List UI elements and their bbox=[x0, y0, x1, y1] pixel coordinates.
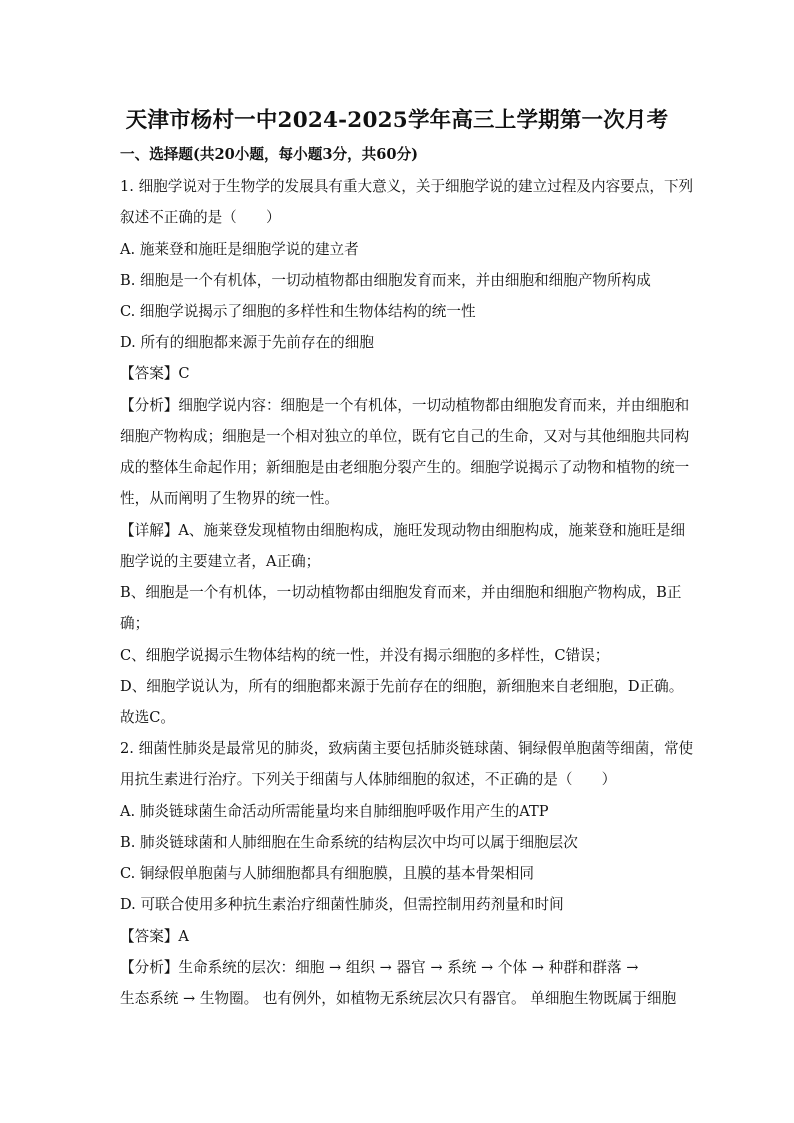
text-line: 性，从而阐明了生物界的统一性。 bbox=[120, 490, 339, 507]
text-line: B、细胞是一个有机体，一切动植物都由细胞发育而来，并由细胞和细胞产物构成，B正 bbox=[120, 584, 682, 601]
text-line: A. 肺炎链球菌生命活动所需能量均来自肺细胞呼吸作用产生的ATP bbox=[120, 803, 549, 820]
text-line: 确； bbox=[120, 615, 150, 632]
text-line: D. 所有的细胞都来源于先前存在的细胞 bbox=[120, 334, 374, 351]
text-line: 2. 细菌性肺炎是最常见的肺炎，致病菌主要包括肺炎链球菌、铜绿假单胞菌等细菌，常使 bbox=[120, 740, 694, 757]
text-line: 故选C。 bbox=[120, 709, 175, 726]
text-line: 胞学说的主要建立者，A正确； bbox=[120, 553, 321, 570]
section-heading: 一、选择题(共20小题，每小题3分，共60分) bbox=[120, 146, 419, 163]
text-line: 成的整体生命起作用；新细胞是由老细胞分裂产生的。细胞学说揭示了动物和植物的统一 bbox=[120, 459, 690, 476]
text-line: 【分析】生命系统的层次：细胞 → 组织 → 器官 → 系统 → 个体 → 种群和群落 → bbox=[120, 959, 639, 976]
text-line: 细胞产物构成；细胞是一个相对独立的单位，既有它自己的生命，又对与其他细胞共同构 bbox=[120, 428, 690, 445]
text-line: D、细胞学说认为，所有的细胞都来源于先前存在的细胞，新细胞来自老细胞，D正确。 bbox=[120, 678, 684, 695]
text-line: B. 肺炎链球菌和人肺细胞在生命系统的结构层次中均可以属于细胞层次 bbox=[120, 834, 578, 851]
text-line: 1. 细胞学说对于生物学的发展具有重大意义，关于细胞学说的建立过程及内容要点，下列 bbox=[120, 178, 694, 195]
text-line: 用抗生素进行治疗。下列关于细菌与人体肺细胞的叙述，不正确的是（ ） bbox=[120, 771, 617, 788]
text-line: C. 细胞学说揭示了细胞的多样性和生物体结构的统一性 bbox=[120, 303, 476, 320]
text-line: C. 铜绿假单胞菌与人肺细胞都具有细胞膜，且膜的基本骨架相同 bbox=[120, 865, 534, 882]
document-title: 天津市杨村一中2024-2025学年高三上学期第一次月考 bbox=[125, 108, 669, 133]
text-line: D. 可联合使用多种抗生素治疗细菌性肺炎，但需控制用药剂量和时间 bbox=[120, 896, 564, 913]
text-line: 生态系统 → 生物圈。 也有例外，如植物无系统层次只有器官。 单细胞生物既属于细胞 bbox=[120, 990, 677, 1007]
text-line: B. 细胞是一个有机体，一切动植物都由细胞发育而来，并由细胞和细胞产物所构成 bbox=[120, 272, 651, 289]
answer-label: 【答案】A bbox=[120, 928, 189, 945]
text-line: 【详解】A、施莱登发现植物由细胞构成，施旺发现动物由细胞构成，施莱登和施旺是细 bbox=[120, 522, 686, 539]
text-line: A. 施莱登和施旺是细胞学说的建立者 bbox=[120, 241, 359, 258]
text-line: 叙述不正确的是（ ） bbox=[120, 209, 281, 226]
text-line: C、细胞学说揭示生物体结构的统一性，并没有揭示细胞的多样性，C错误； bbox=[120, 647, 610, 664]
text-line: 【分析】细胞学说内容：细胞是一个有机体，一切动植物都由细胞发育而来，并由细胞和 bbox=[120, 397, 690, 414]
answer-label: 【答案】C bbox=[120, 365, 190, 382]
